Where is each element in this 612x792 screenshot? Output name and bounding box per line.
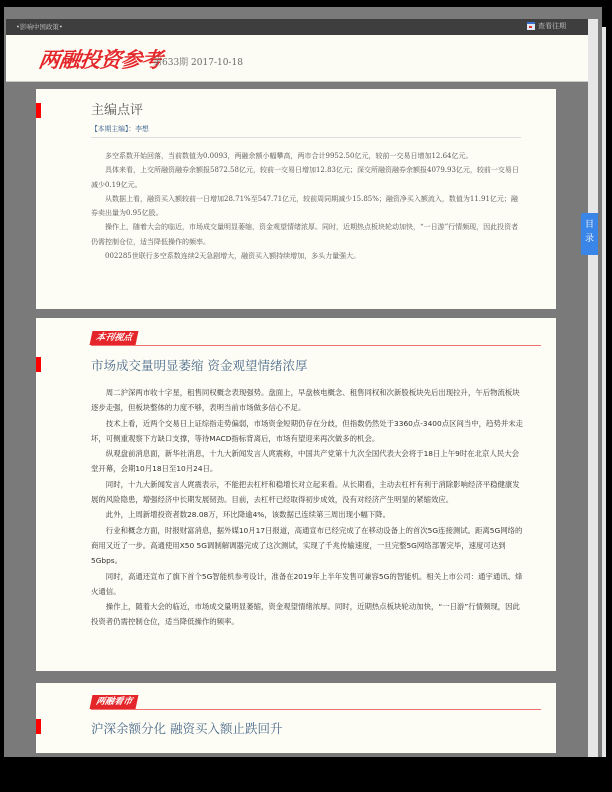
article-title-link[interactable]: 沪深余额分化 融资买入额止跌回升	[91, 721, 283, 736]
view-archive-link[interactable]	[527, 21, 566, 31]
table-of-contents-button[interactable]	[581, 213, 598, 255]
editor-label: 【本期主编】：	[91, 125, 136, 133]
publication-logo: 两融投资参考	[37, 48, 164, 72]
paragraph: 从数据上看，融资买入额较前一日增加28.71%至547.71亿元，较前周同期减少15.85%；融资净买入额流入，数值为11.91亿元；融券卖出量为0.95亿股。	[91, 194, 518, 218]
editor-review-card	[36, 89, 556, 309]
editor-name: 李想	[135, 125, 149, 133]
paragraph: 纵观盘前消息面，新华社消息，十九大新闻发言人庹震称，中国共产党第十九次全国代表大会将于18日上午9时在北京人民大会堂开幕，会期10月18日至10月24日。	[91, 449, 520, 474]
right-gutter	[588, 19, 598, 757]
viewpoint-card	[36, 318, 556, 671]
window-scrollbar[interactable]	[602, 7, 612, 757]
scrollbar-track[interactable]	[602, 27, 606, 757]
section-marker	[36, 103, 41, 118]
section-marker	[36, 357, 41, 372]
section-tag-viewpoint: 本刊视点	[90, 331, 139, 345]
masthead	[6, 35, 588, 82]
article-body	[91, 385, 526, 630]
paragraph: 002285世联行多空系数连续2天急剧增大，融资买入额持续增加，多头力量强大。	[105, 252, 361, 261]
paragraph: 多空系数开始回落，当前数值为0.0093，两融余额小幅攀高，两市合计9952.50亿元，较前一交易日增加12.64亿元。	[105, 152, 473, 160]
paragraph: 同时，十九大新闻发言人庹震表示，不能把去杠杆和稳增长对立起来看。从长期看，主动去杠杆有利于消除影响经济平稳健康发展的风险隐患，增强经济中长期发展韧劲。目前，去杠杆已经取得初步成效，没有对经济产生明显的紧缩效应。	[91, 479, 520, 505]
review-body	[91, 149, 523, 263]
section-tag-market: 两融看市	[90, 695, 139, 709]
paragraph: 具体来看，上交所融资融券余额报5872.58亿元，较前一交易日增加12.83亿元；深交所融资融券余额报4079.93亿元，较前一交易日减少0.19亿元。	[91, 166, 519, 189]
paragraph: 周二沪深两市收十字星，租售同权概念表现强势。盘面上，早盘核电概念、租售同权和次新股板块先后出现拉升，午后物流板块逐步走强，但板块整体的力度不够，表明当前市场做多信心不足。	[91, 388, 520, 413]
paragraph: 技术上看，近两个交易日上证综指走势偏弱，市场资金短期仍存在分歧，但指数仍然处于3360点-3400点区间当中，趋势并未走坏，可侧重观察下方缺口支撑，等待MACD指标背离后，市场有望迎来再次做多的机会。	[91, 418, 524, 443]
section-marker	[36, 719, 41, 734]
section-title: 主编点评	[91, 103, 144, 118]
top-bar	[6, 19, 588, 35]
paragraph: 此外，上周新增投资者数28.08万，环比降逾4%，该数据已连续第三周出现小幅下降。	[105, 510, 390, 520]
market-card	[36, 683, 556, 753]
slogan: •影响中国政策•	[16, 23, 63, 31]
toc-label: 录	[584, 234, 594, 244]
calendar-icon	[527, 22, 535, 30]
article-title-link[interactable]: 市场成交量明显萎缩 资金观望情绪浓厚	[91, 358, 308, 373]
paragraph: 操作上，随着大会的临近，市场成交量明显萎缩，资金观望情绪浓厚。同时，近期热点板块轮动加快，“一日游”行情频现，因此投资者仍需控制仓位，适当降低操作的频率。	[91, 602, 520, 627]
paragraph: 操作上，随着大会的临近，市场成交量明显萎缩，资金观望情绪浓厚。同时，近期热点板块轮动加快，“一日游”行情频现，因此投资者仍需控制仓位，适当降低操作的频率。	[91, 223, 519, 246]
paragraph: 同时，高通还宣布了旗下首个5G智能机参考设计，准备在2019年上半年发售可兼容5G的智能机。相关上市公司：通宇通讯、烽火通信。	[91, 571, 523, 596]
view-archive-label: 查看往期	[538, 22, 566, 30]
issue-number-date: 第633期 2017-10-18	[153, 58, 243, 68]
section-rule	[91, 345, 541, 346]
editor-credit	[91, 123, 149, 133]
toc-label: 目	[584, 220, 594, 230]
divider	[91, 137, 521, 138]
paragraph: 行业和概念方面，时报财富消息，据外媒10月17日报道，高通宣布已经完成了在移动设备上的首次5G连接测试。距离5G网络的商用又近了一步。高通使用X50 5G调制解调器完成了这次测试，实现了千兆传输速度，一旦完整5G网络部署完毕，速度可达到5Gbps。	[91, 525, 523, 566]
section-rule	[91, 709, 541, 710]
